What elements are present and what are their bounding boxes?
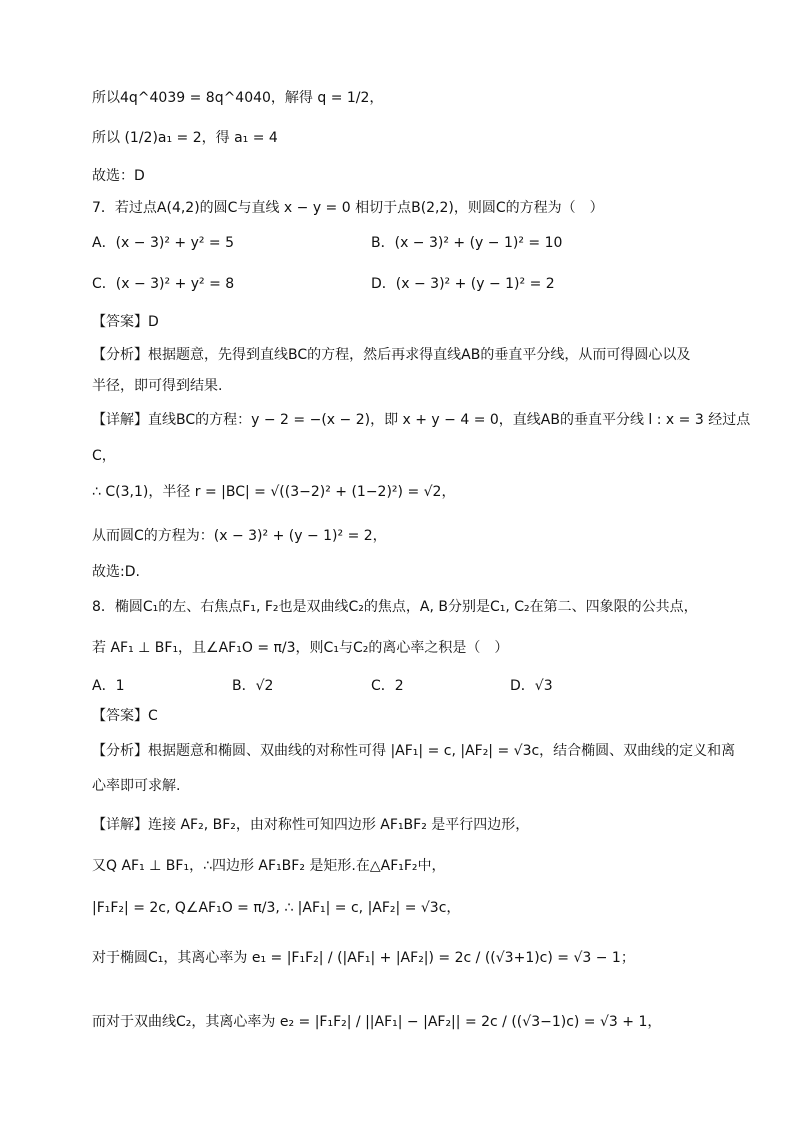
solution-line: 【详解】连接 AF₂, BF₂，由对称性可知四边形 AF₁BF₂ 是平行四边形， (92, 817, 530, 833)
q8-option-b: B．√2 (232, 678, 274, 694)
analysis-line: 心率即可求解. (92, 778, 181, 794)
analysis-line: 半径，即可得到结果. (92, 378, 223, 394)
solution-line: ∴ C(3,1)，半径 r = |BC| = √((3−2)² + (1−2)²) = √2， (92, 484, 456, 500)
q7-option-b: B．(x − 3)² + (y − 1)² = 10 (371, 235, 563, 251)
analysis-line: 【分析】根据题意，先得到直线BC的方程，然后再求得直线AB的垂直平分线，从而可得圆心以及 (92, 347, 691, 363)
solution-line: |F₁F₂| = 2c, Q∠AF₁O = π/3, ∴ |AF₁| = c, |AF₂| = √3c， (92, 900, 461, 916)
question-8-stem: 8．椭圆C₁的左、右焦点F₁, F₂也是双曲线C₂的焦点，A, B分别是C₁, C₂在第二、四象限的公共点， (92, 599, 698, 615)
text-line: 故选：D (92, 168, 145, 184)
text-line: 所以4q^4039 = 8q^4040，解得 q = 1/2， (92, 90, 384, 106)
text-line: 所以 (1/2)a₁ = 2，得 a₁ = 4 (92, 130, 278, 146)
solution-line: 而对于双曲线C₂，其离心率为 e₂ = |F₁F₂| / ||AF₁| − |AF₂|| = 2c / ((√3−1)c) = √3 + 1， (92, 1014, 662, 1030)
q8-option-c: C．2 (371, 678, 404, 694)
analysis-line: 【分析】根据题意和椭圆、双曲线的对称性可得 |AF₁| = c, |AF₂| = √3c，结合椭圆、双曲线的定义和离 (92, 743, 736, 759)
solution-line: 从而圆C的方程为：(x − 3)² + (y − 1)² = 2， (92, 528, 387, 544)
q7-option-a: A．(x − 3)² + y² = 5 (92, 235, 235, 251)
q7-option-d: D．(x − 3)² + (y − 1)² = 2 (371, 276, 555, 292)
text-line: 故选:D. (92, 564, 140, 580)
q8-option-d: D．√3 (510, 678, 553, 694)
solution-line: 又Q AF₁ ⊥ BF₁，∴四边形 AF₁BF₂ 是矩形.在△AF₁F₂中， (92, 858, 446, 874)
q7-option-c: C．(x − 3)² + y² = 8 (92, 276, 235, 292)
q8-option-a: A．1 (92, 678, 125, 694)
answer-label: 【答案】C (92, 708, 158, 724)
solution-line: 【详解】直线BC的方程：y − 2 = −(x − 2)，即 x + y − 4 = 0，直线AB的垂直平分线 l : x = 3 经过点 (92, 412, 751, 428)
question-8-stem: 若 AF₁ ⊥ BF₁，且∠AF₁O = π/3，则C₁与C₂的离心率之积是（ ） (92, 640, 509, 656)
answer-label: 【答案】D (92, 314, 159, 330)
solution-line: 对于椭圆C₁，其离心率为 e₁ = |F₁F₂| / (|AF₁| + |AF₂|) = 2c / ((√3+1)c) = √3 − 1； (92, 950, 635, 966)
question-7-stem: 7．若过点A(4,2)的圆C与直线 x − y = 0 相切于点B(2,2)，则圆C的方程为（ ） (92, 200, 604, 216)
solution-line: C， (92, 448, 116, 464)
